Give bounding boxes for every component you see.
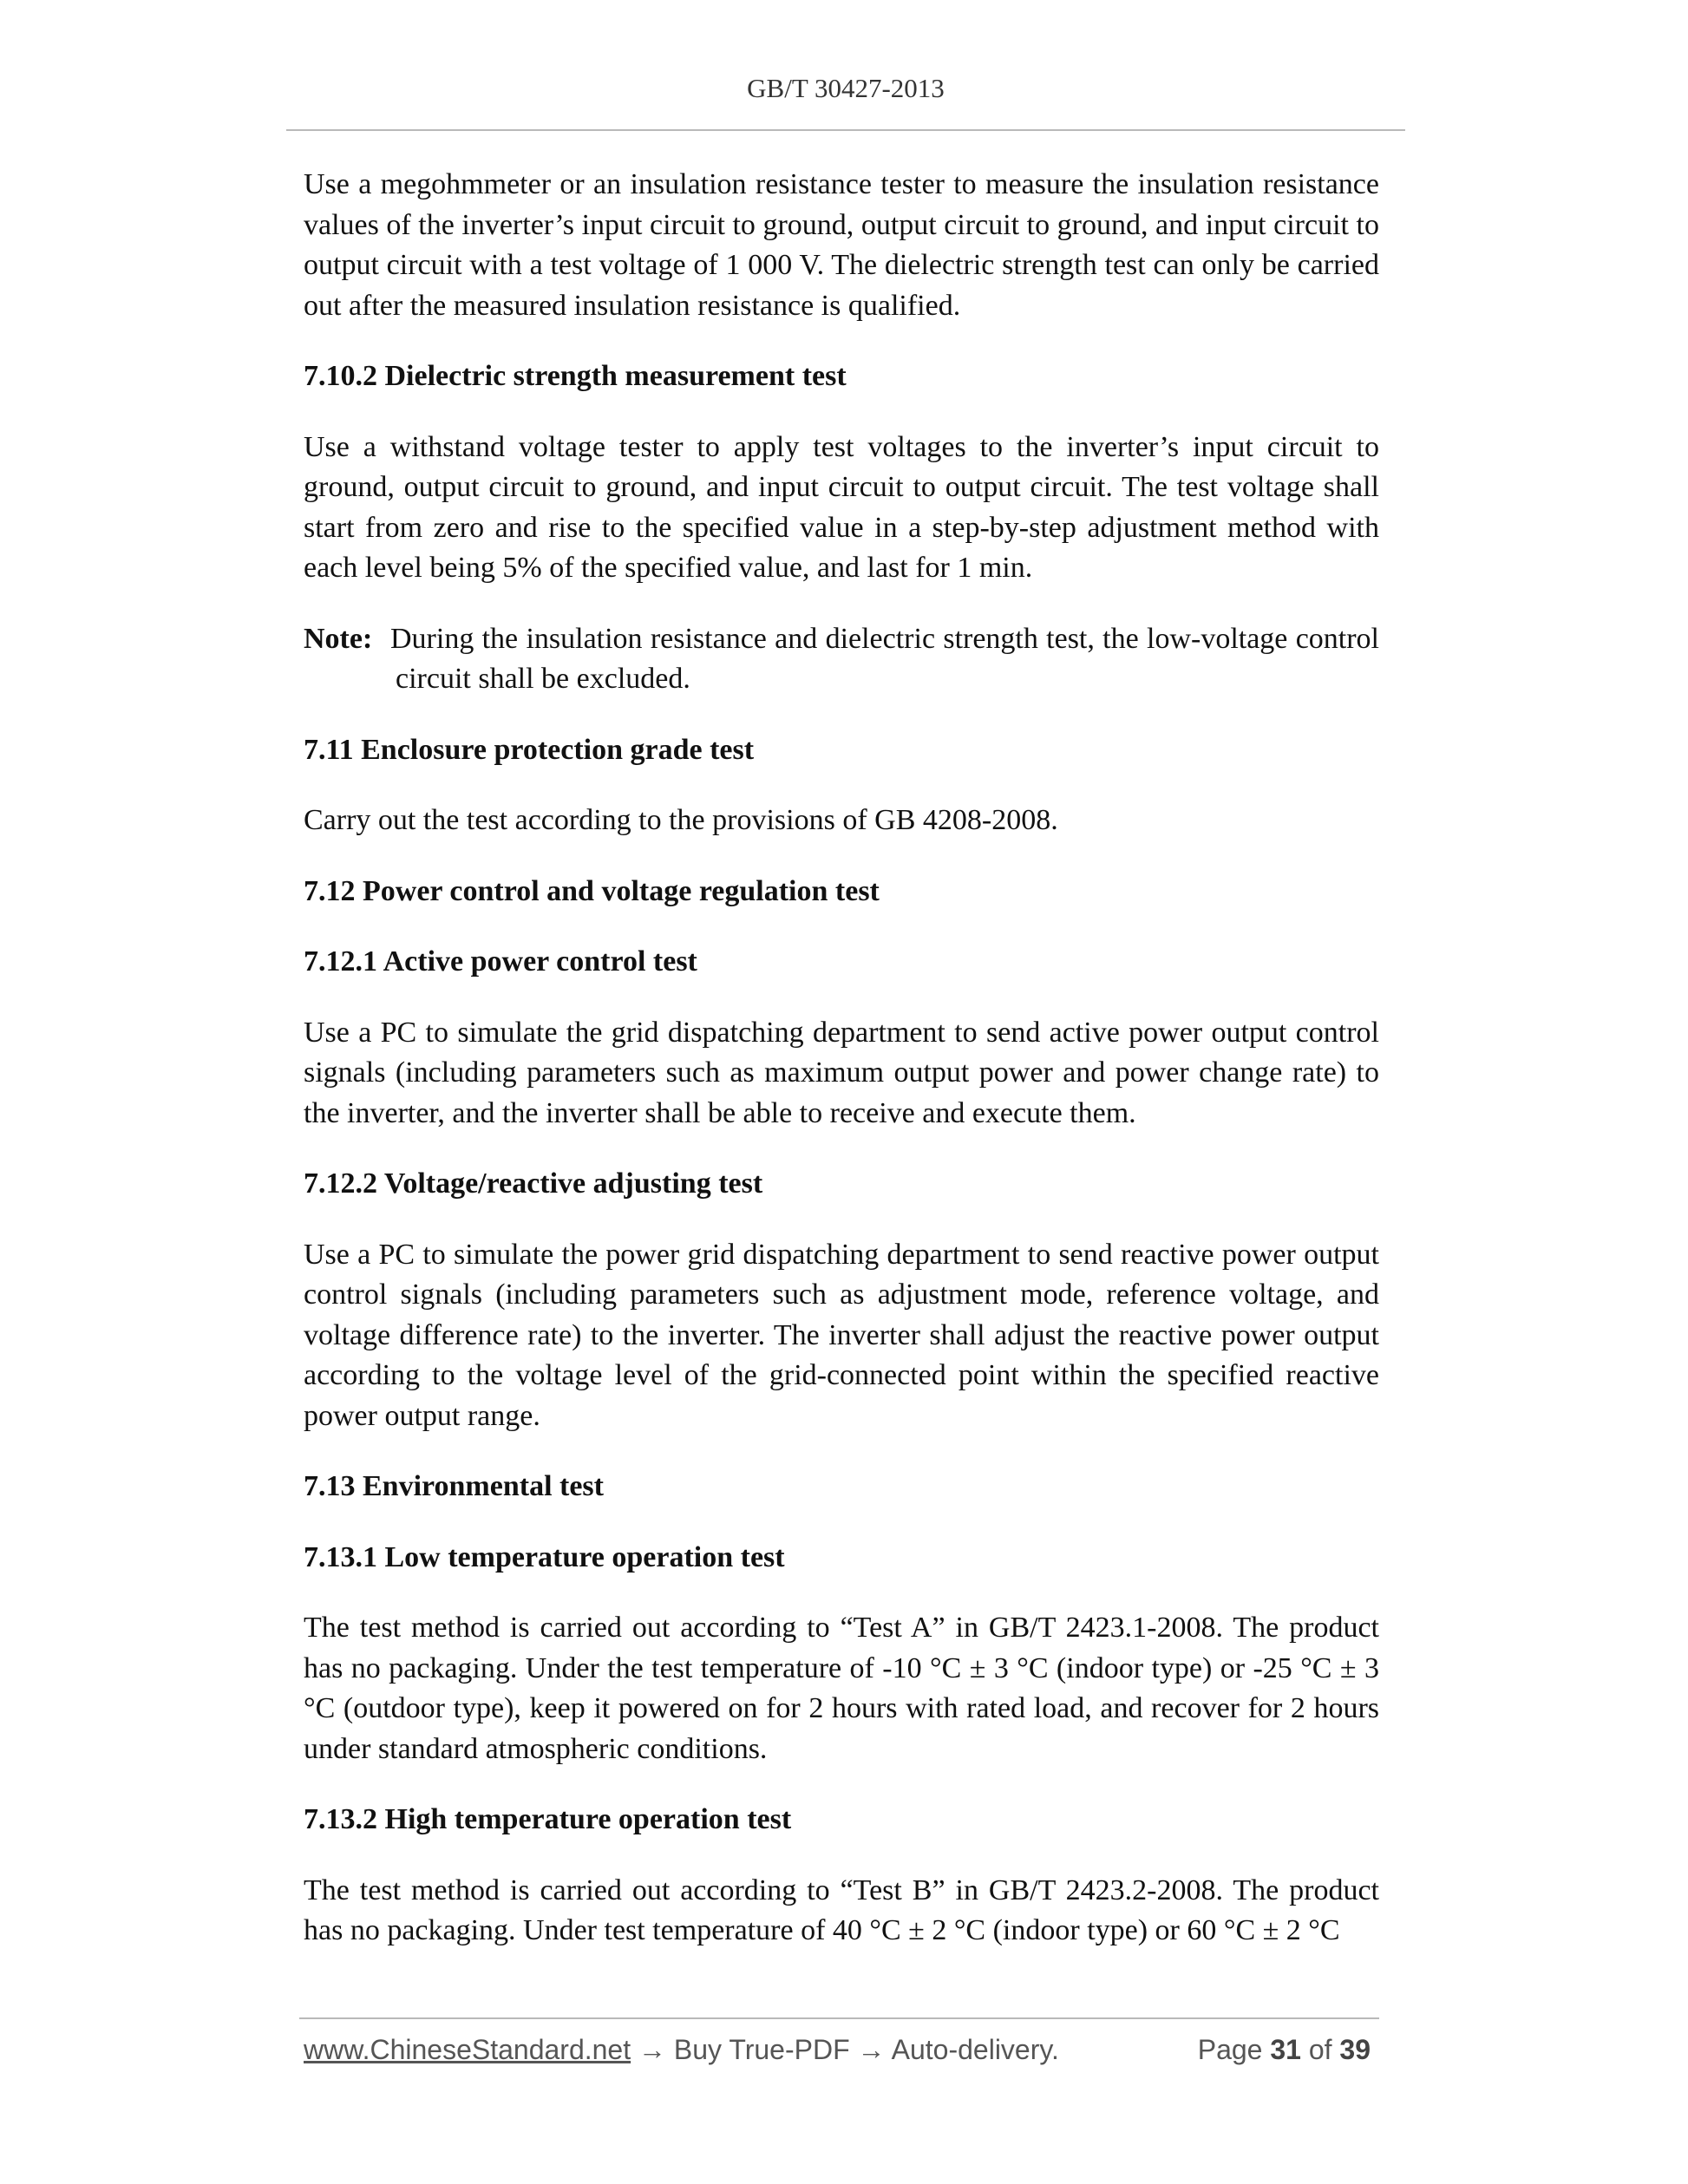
paragraph-reactive-power: Use a PC to simulate the power grid dispatching department to send reactive power output control signals (including parameters such as adjustment mode, reference voltage, and voltage difference rate) to the inverter. The inverter shall adjust the reactive power output according to the voltage level of the grid-connected point within the specified reactive power output range. [304, 1238, 1379, 1432]
website-link[interactable]: www.ChineseStandard.net [304, 2034, 631, 2065]
note-label: Note: [304, 622, 373, 655]
page-footer [304, 2034, 1379, 2074]
paragraph-active-power: Use a PC to simulate the grid dispatching department to send active power output control signals (including parameters such as maximum output power and power change rate) to the inverter, and the inverter shall be able to receive and execute them. [304, 1016, 1379, 1129]
heading-7-13-1: 7.13.1 Low temperature operation test [304, 1540, 785, 1573]
header-divider [286, 129, 1405, 131]
footer-tagline: → Buy True-PDF → Auto-delivery. [631, 2034, 1059, 2065]
page-current: 31 [1270, 2034, 1301, 2065]
document-body [304, 165, 1379, 1982]
heading-7-12-1: 7.12.1 Active power control test [304, 945, 697, 978]
paragraph-insulation-resistance: Use a megohmmeter or an insulation resistance tester to measure the insulation resistance values of the inverter’s input circuit to ground, output circuit to ground, and input circuit to output circuit with a test voltage of 1 000 V. The dielectric strength test can only be carried out after the measured insulation resistance is qualified. [304, 168, 1379, 322]
page-header [286, 73, 1405, 104]
heading-7-13: 7.13 Environmental test [304, 1470, 604, 1502]
heading-7-10-2: 7.10.2 Dielectric strength measurement test [304, 360, 847, 392]
paragraph-enclosure: Carry out the test according to the provisions of GB 4208-2008. [304, 804, 1058, 836]
paragraph-dielectric-strength: Use a withstand voltage tester to apply test voltages to the inverter’s input circuit to ground, output circuit to ground, and input circuit to output circuit. The test voltage shall start from zero and rise to the specified value in a step-by-step adjustment method with each level being 5% of the specified value, and last for 1 min. [304, 430, 1379, 584]
footer-divider [299, 2017, 1379, 2019]
page-number [1198, 2034, 1371, 2066]
footer-promo [304, 2034, 1059, 2066]
paragraph-high-temperature: The test method is carried out according to “Test B” in GB/T 2423.2-2008. The product has no packaging. Under test temperature of 40 °C ± 2 °C (indoor type) or 60 °C ± 2 °C [304, 1873, 1379, 1946]
standard-id: GB/T 30427-2013 [747, 73, 945, 103]
heading-7-11: 7.11 Enclosure protection grade test [304, 733, 755, 766]
page-total: 39 [1339, 2034, 1371, 2065]
note-text: During the insulation resistance and dielectric strength test, the low-voltage control circuit shall be excluded. [390, 622, 1379, 695]
page-label: Page [1197, 2034, 1263, 2065]
heading-7-12-2: 7.12.2 Voltage/reactive adjusting test [304, 1167, 763, 1200]
heading-7-13-2: 7.13.2 High temperature operation test [304, 1803, 792, 1835]
note-block [304, 619, 1379, 700]
paragraph-low-temperature: The test method is carried out according to “Test A” in GB/T 2423.1-2008. The product has no packaging. Under the test temperature of -10 °C ± 3 °C (indoor type) or -25 °C ± 3 °C (outdoor type), keep it powered on for 2 hours with rated load, and recover for 2 hours under standard atmospheric conditions. [304, 1612, 1379, 1765]
heading-7-12: 7.12 Power control and voltage regulation test [304, 874, 880, 907]
page-of-label: of [1308, 2034, 1332, 2065]
